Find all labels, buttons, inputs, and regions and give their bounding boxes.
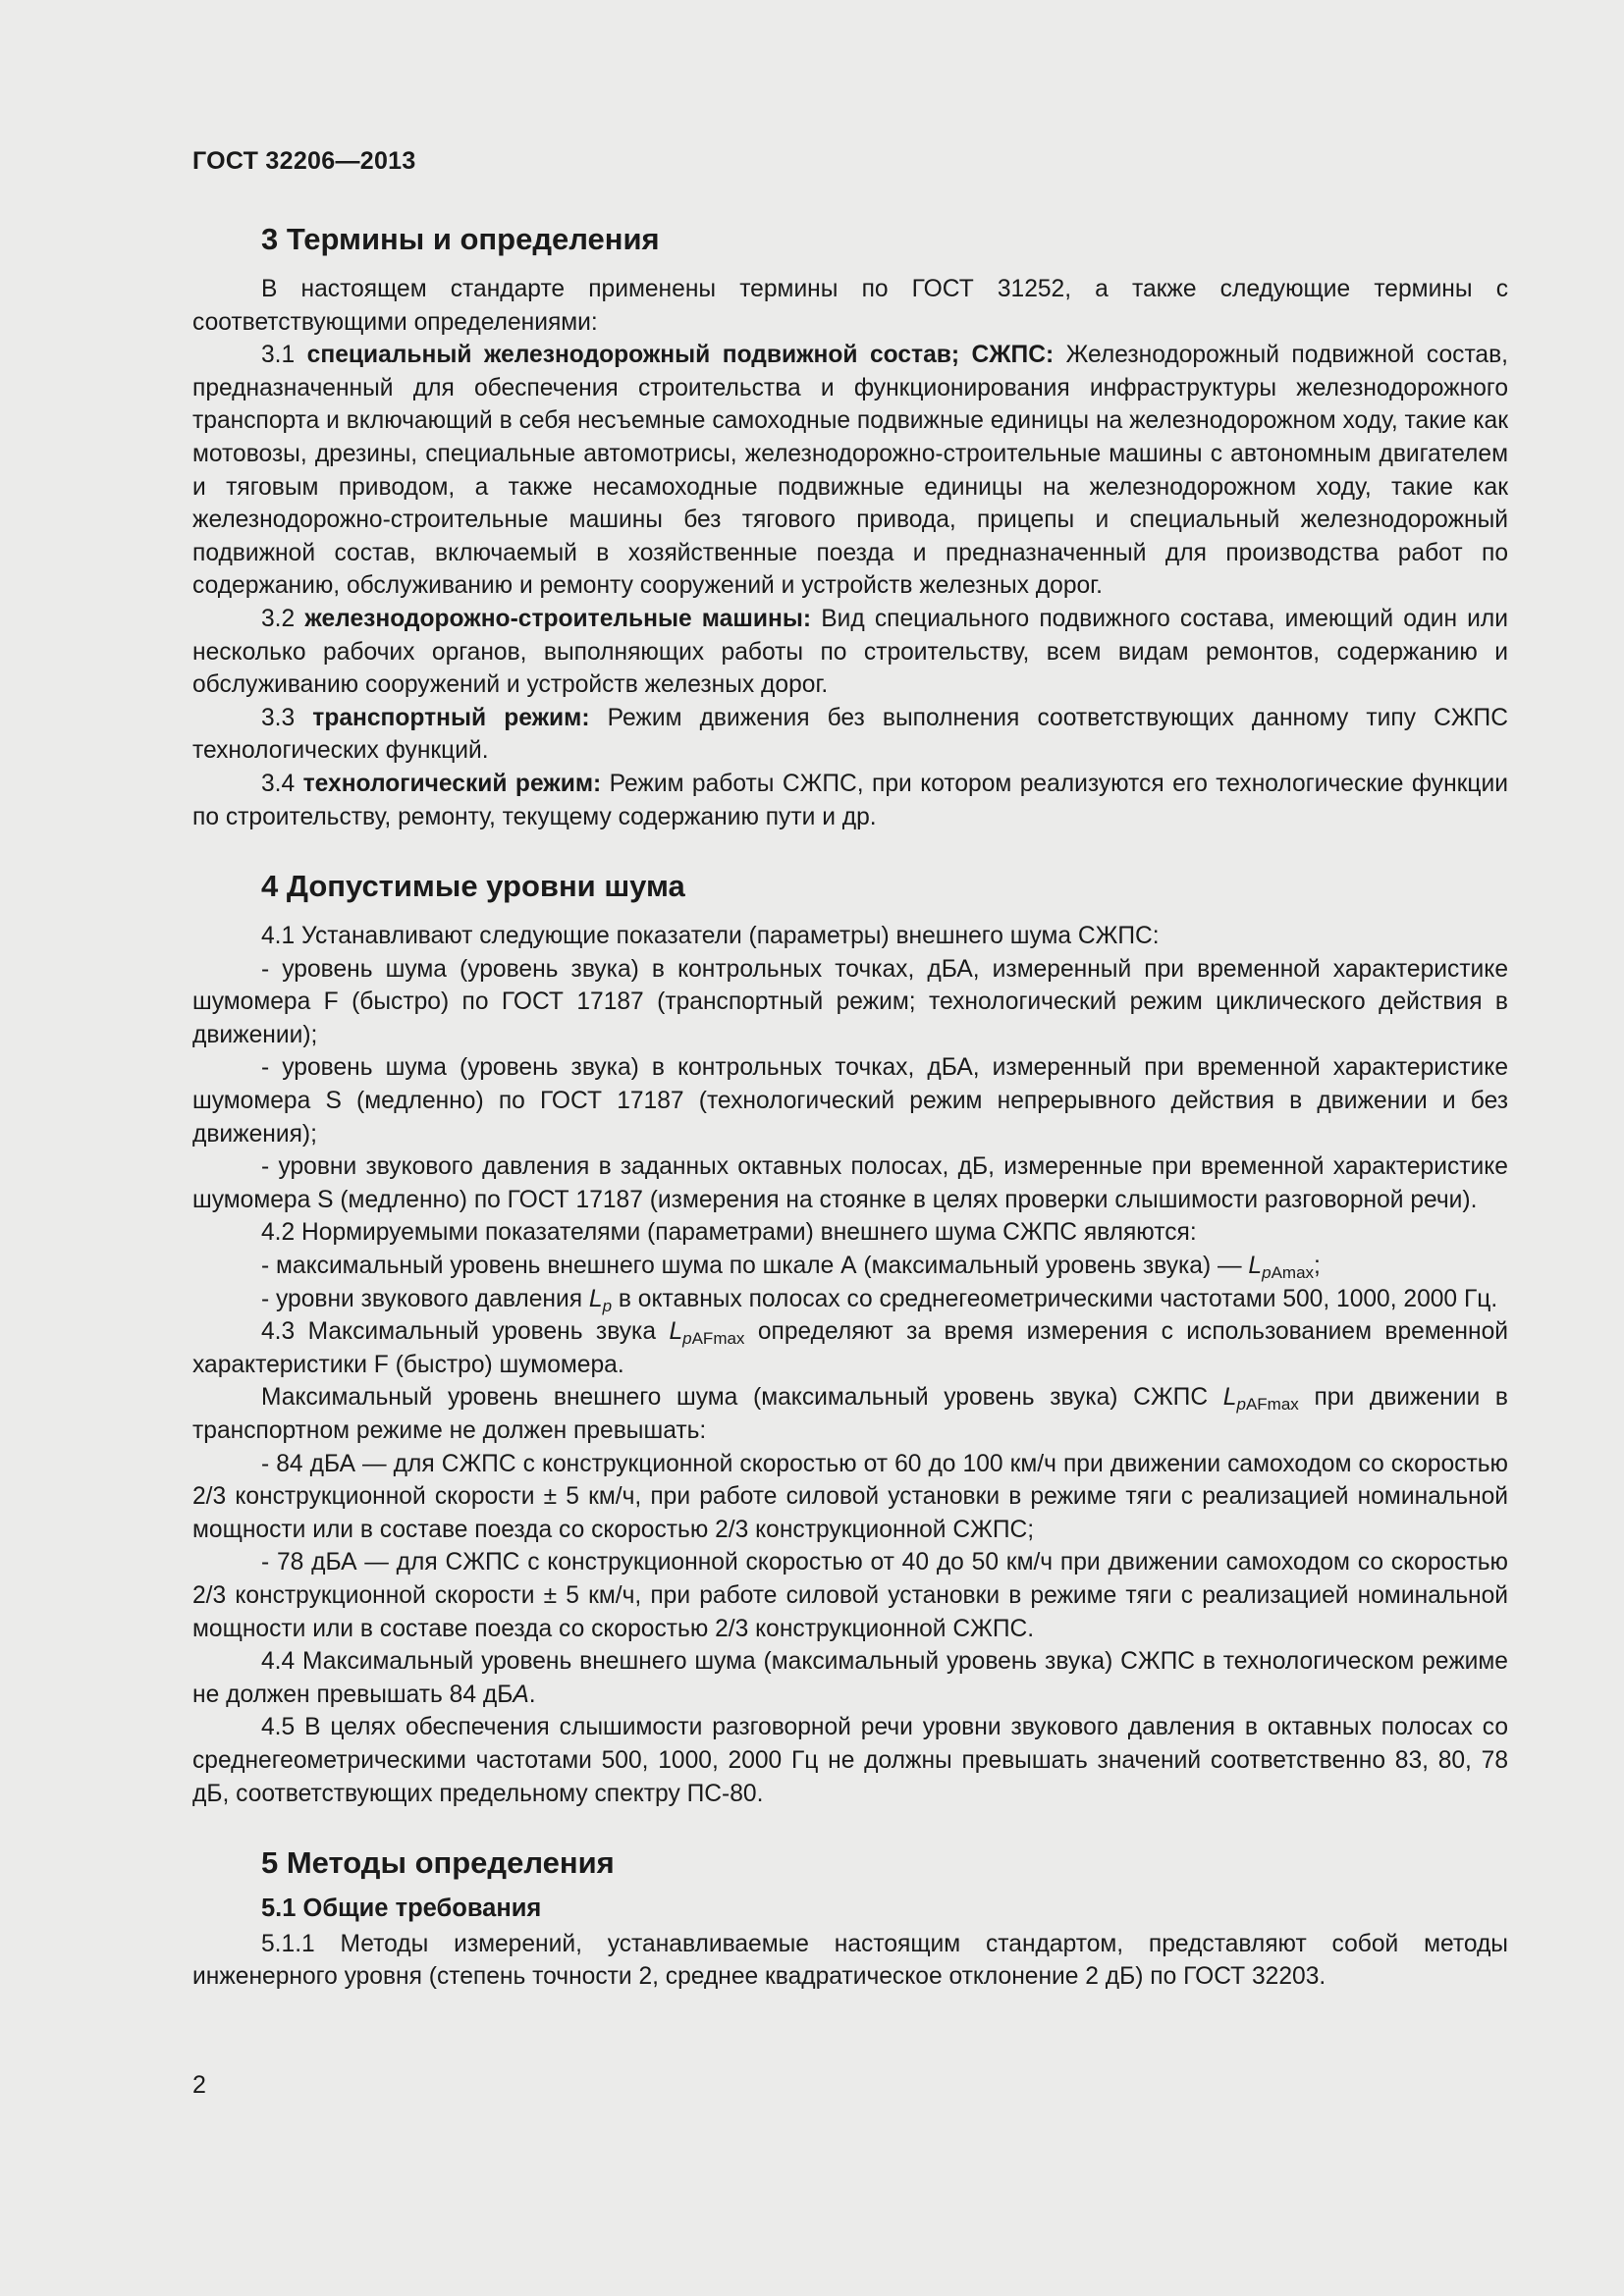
term-3-1-definition: Железнодорожный подвижной состав, предназначенный для обеспечения строительства и функционирования инфраструктуры железнодорожного транспорта и включающий в себя несъемные самоходные подвижные единицы на железнодорожном ходу, такие как мотовозы, дрезины, специальные автомотрисы, железнодорожно-строительные машины с автономным двигателем и тяговым приводом, а также несамоходные подвижные единицы на железнодорожном ходу, такие как железнодорожно-строительные машины без тягового привода, прицепы и специальный железнодорожный подвижной состав, включаемый в хозяйственные поезда и предназначенный для производства работ по содержанию, обслуживанию и ремонту сооружений и устройств железных дорог.: [192, 342, 1509, 600]
term-3-3-definition: Режим движения без выполнения соответствующих данному типу СЖПС технологических функций.: [192, 704, 1508, 765]
term-3-3: [192, 702, 1508, 768]
clause-4-1-item-3: - уровни звукового давления в заданных октавных полосах, дБ, измеренные при временной характеристике шумомера S (медленно) по ГОСТ 17187 (измерения на стоянке в целях проверки слышимости разговорной речи).: [192, 1153, 1508, 1213]
clause-4-2-item-2-rest: в октавных полосах со среднегеометрическими частотами 500, 1000, 2000 Гц.: [612, 1285, 1498, 1312]
clause-4-3-limit-text: Максимальный уровень внешнего шума (максимальный уровень звука) СЖПС: [261, 1384, 1223, 1412]
clause-4-2-item-2: [192, 1283, 1508, 1316]
term-3-4-definition: Режим работы СЖПС, при котором реализуются его технологические функции по строительству, ремонту, текущему содержанию пути и др.: [192, 770, 1508, 830]
subscript-rest: AFmax: [691, 1329, 745, 1349]
clause-4-5: 4.5 В целях обеспечения слышимости разговорной речи уровни звукового давления в октавных полосах со среднегеометрическими частотами 500, 1000, 2000 Гц не должны превышать значений соответственно 83, 80, 78 дБ, соответствующих предельному спектру ПС-80.: [192, 1714, 1508, 1807]
symbol-l: L: [588, 1285, 603, 1312]
term-3-2-name: железнодорожно-строительные машины:: [304, 605, 812, 632]
clause-4-3-item-2: - 78 дБА — для СЖПС с конструкционной скоростью от 40 до 50 км/ч при движении самоходом со скоростью 2/3 конструкционной скорости ± 5 км/ч, при работе силовой установки в режиме тяги с реализацией номинальной мощности или в составе поезда со скоростью 2/3 конструкционной СЖПС.: [192, 1549, 1508, 1642]
term-3-4: [192, 768, 1508, 833]
section-4-heading: 4 Допустимые уровни шума: [261, 869, 685, 904]
term-3-3-name: транспортный режим:: [312, 704, 590, 731]
clause-4-3-rest: определяют за время измерения с использованием временной характеристики F (быстро) шумомера.: [192, 1318, 1508, 1378]
term-3-2-definition: Вид специального подвижного состава, имеющий один или несколько рабочих органов, выполняющих работы по строительству, всем видам ремонтов, содержанию и обслуживанию сооружений и устройств железных дорог.: [192, 605, 1509, 699]
section-5-heading: 5 Методы определения: [261, 1845, 615, 1881]
symbol-subscript: [1236, 1395, 1298, 1414]
term-3-1-name: специальный железнодорожный подвижной состав; СЖПС:: [306, 342, 1055, 369]
term-3-1-number: 3.1: [261, 342, 307, 369]
subscript-p: p: [602, 1296, 613, 1315]
clause-4-2-item-1-text: - максимальный уровень внешнего шума по шкале А (максимальный уровень звука) —: [261, 1253, 1249, 1280]
symbol-l: L: [1222, 1384, 1237, 1412]
subscript-p: p: [1236, 1395, 1246, 1415]
clause-4-3-limit-rest: при движении в транспортном режиме не должен превышать:: [192, 1384, 1508, 1444]
clause-4-3-text: 4.3 Максимальный уровень звука: [261, 1318, 670, 1346]
term-3-3-number: 3.3: [261, 704, 313, 731]
page-number: 2: [192, 2071, 206, 2099]
symbol-subscript: [603, 1297, 612, 1315]
subscript-p: p: [1262, 1263, 1272, 1283]
term-3-1: [192, 339, 1508, 603]
symbol-subscript: [1262, 1263, 1314, 1282]
clause-4-3-limit: [192, 1381, 1508, 1447]
document-body: [192, 220, 1508, 1994]
subscript-rest: Amax: [1271, 1263, 1315, 1283]
document-header: ГОСТ 32206—2013: [192, 147, 416, 175]
clause-4-2-item-1: [192, 1250, 1508, 1283]
section-3-intro: В настоящем стандарте применены термины по ГОСТ 31252, а также следующие термины с соответствующими определениями:: [192, 276, 1508, 336]
clause-5-1-1: 5.1.1 Методы измерений, устанавливаемые настоящим стандартом, представляют собой методы инженерного уровня (степень точности 2, среднее квадратическое отклонение 2 дБ) по ГОСТ 32203.: [192, 1930, 1508, 1991]
clause-4-4: [192, 1645, 1508, 1711]
clause-4-3-item-1: - 84 дБА — для СЖПС с конструкционной скоростью от 60 до 100 км/ч при движении самоходом со скоростью 2/3 конструкционной скорости ± 5 км/ч, при работе силовой установки в режиме тяги с реализацией номинальной мощности или в составе поезда со скоростью 2/3 конструкционной СЖПС;: [192, 1450, 1508, 1543]
subsection-5-1-heading: 5.1 Общие требования: [261, 1895, 542, 1923]
subscript-rest: AFmax: [1245, 1395, 1299, 1415]
term-3-4-name: технологический режим:: [302, 770, 602, 797]
section-3-heading: 3 Термины и определения: [261, 222, 660, 256]
clause-4-1-item-1: - уровень шума (уровень звука) в контрольных точках, дБА, измеренный при временной характеристике шумомера F (быстро) по ГОСТ 17187 (транспортный режим; технологический режим циклического действия в движении);: [192, 955, 1508, 1048]
clause-4-1-item-2: - уровень шума (уровень звука) в контрольных точках, дБА, измеренный при временной характеристике шумомера S (медленно) по ГОСТ 17187 (технологический режим непрерывного действия в движении и без движения);: [192, 1054, 1508, 1148]
clause-4-1: 4.1 Устанавливают следующие показатели (параметры) внешнего шума СЖПС:: [261, 923, 1160, 950]
clause-4-3: [192, 1315, 1508, 1381]
subscript-p: p: [682, 1329, 692, 1349]
clause-4-4-text: 4.4 Максимальный уровень внешнего шума (максимальный уровень звука) СЖПС в технологическом режиме не должен превышать 84 дБ: [192, 1648, 1508, 1708]
term-3-2-number: 3.2: [261, 605, 305, 632]
clause-4-2: 4.2 Нормируемыми показателями (параметрами) внешнего шума СЖПС являются:: [261, 1219, 1197, 1247]
term-3-2: [192, 603, 1508, 702]
clause-4-2-item-2-text: - уровни звукового давления: [261, 1285, 589, 1312]
symbol-l: L: [1248, 1253, 1263, 1280]
symbol-subscript: [682, 1329, 744, 1348]
term-3-4-number: 3.4: [261, 770, 303, 797]
clause-4-2-item-1-end: ;: [1314, 1253, 1321, 1280]
clause-4-4-end: .: [528, 1681, 536, 1708]
symbol-l: L: [669, 1318, 683, 1346]
clause-4-4-unit-italic: А: [513, 1681, 529, 1708]
